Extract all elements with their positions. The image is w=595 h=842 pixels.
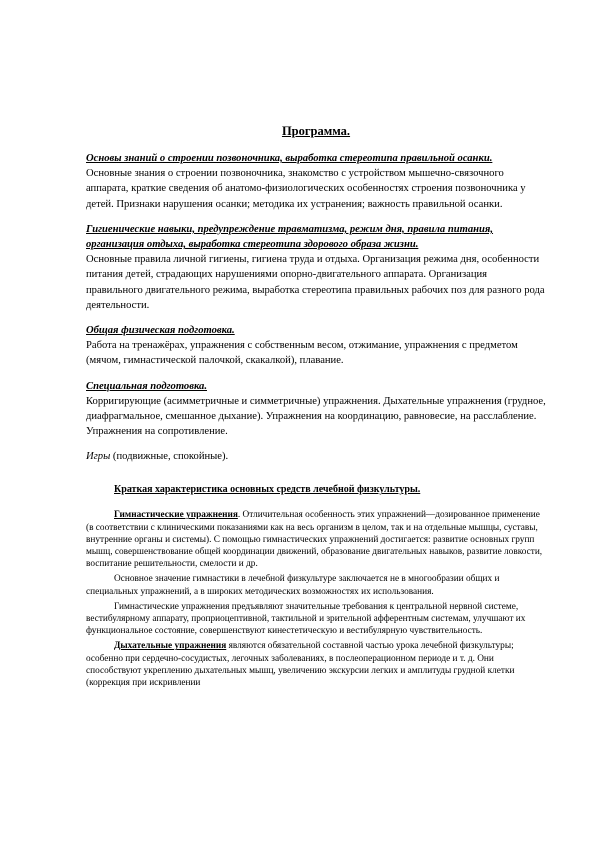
subtitle: Краткая характеристика основных средств лечебной физкультуры.	[114, 484, 421, 496]
section-special-training	[86, 379, 546, 440]
paragraph-breathing	[86, 640, 546, 689]
section-general-training	[86, 323, 546, 369]
paragraph-lead: Дыхательные упражнения	[114, 641, 227, 652]
section-heading: Основы знаний о строении позвоночника, выработка стереотипа правильной осанки.	[86, 153, 493, 164]
paragraph-text: являются обязательной составной частью урока лечебной физкультуры; особенно при сердечно-сосудистых, легочных заболеваниях, в послеоперационном периоде и т. д. Они способствуют укреплению дыхательных мышц, увеличению экскурсии легких и амплитуды грудной клетки (коррекция при искривлении	[86, 641, 515, 689]
section-text: Корригирующие (асимметричные и симметричные) упражнения. Дыхательные упражнения (грудное, диафрагмальное, смешанное дыхание). Упражнения на координацию, равновесие, на расслабление. Упражнения на сопротивление.	[86, 395, 546, 438]
paragraph-gymnastics	[86, 509, 546, 570]
paragraph-lead: Гимнастические упражнения	[114, 510, 238, 521]
section-heading: Гигиенические навыки, предупреждение травматизма, режим дня, правила питания, организация отдыха, выработка стереотипа здорового образа жизни.	[86, 223, 494, 251]
games-text: (подвижные, спокойные).	[110, 451, 229, 463]
section-heading: Общая физическая подготовка.	[86, 325, 235, 337]
paragraph-text: Основное значение гимнастики в лечебной физкультуре заключается не в многообразии общих и специальных упражнений, а в широких методических возможностях их использования.	[86, 574, 500, 597]
section-heading: Специальная подготовка.	[86, 380, 207, 392]
paragraph-text: Гимнастические упражнения предъявляют значительные требования к центральной нервной системе, вестибулярному аппарату, проприоцептивной, тактильной и зрительной афферентным системам, улучшают их функциональное состояние, совершенствуют кинестетическую и вестибулярную чувствительность.	[86, 601, 526, 637]
page-title: Программа.	[281, 124, 351, 138]
section-spine-knowledge	[86, 151, 546, 212]
paragraph-gymnastics-requirements	[86, 601, 546, 638]
section-hygiene	[86, 222, 546, 313]
paragraph-text: . Отличительная особенность этих упражнений—дозированное применение (в соответствии с клиническими показаниями как на весь организм в целом, так и на отдельные мышцы, суставы, внутренние органы и системы). С помощью гимнастических упражнений достигается: развитие основных групп мышц, совершенствование общей координации движений, образование двигательных навыков, развитие ловкости, воспитание решительности, смелости и др.	[86, 510, 543, 570]
section-text: Работа на тренажёрах, упражнения с собственным весом, отжимание, упражнения с предметом (мячом, гимнастической палочкой, скакалкой), плавание.	[86, 340, 518, 367]
games-line	[86, 449, 546, 464]
section-text: Основные знания о строении позвоночника, знакомство с устройством мышечно-связочного аппарата, краткие сведения об анатомо-физиологических особенностях строения позвоночника у детей. Признаки нарушения осанки; методика их устранения; важность правильной осанки.	[86, 168, 526, 210]
games-label: Игры	[86, 451, 111, 463]
section-text: Основные правила личной гигиены, гигиена труда и отдыха. Организация режима дня, особенности питания детей, страдающих нарушениями опорно-двигательного аппарата. Организация правильного двигательного режима, выработка стереотипа правильных рабочих поз для разного рода деятельности.	[86, 254, 545, 311]
paragraph-gymnastics-value	[86, 573, 546, 597]
document-page	[86, 124, 546, 692]
